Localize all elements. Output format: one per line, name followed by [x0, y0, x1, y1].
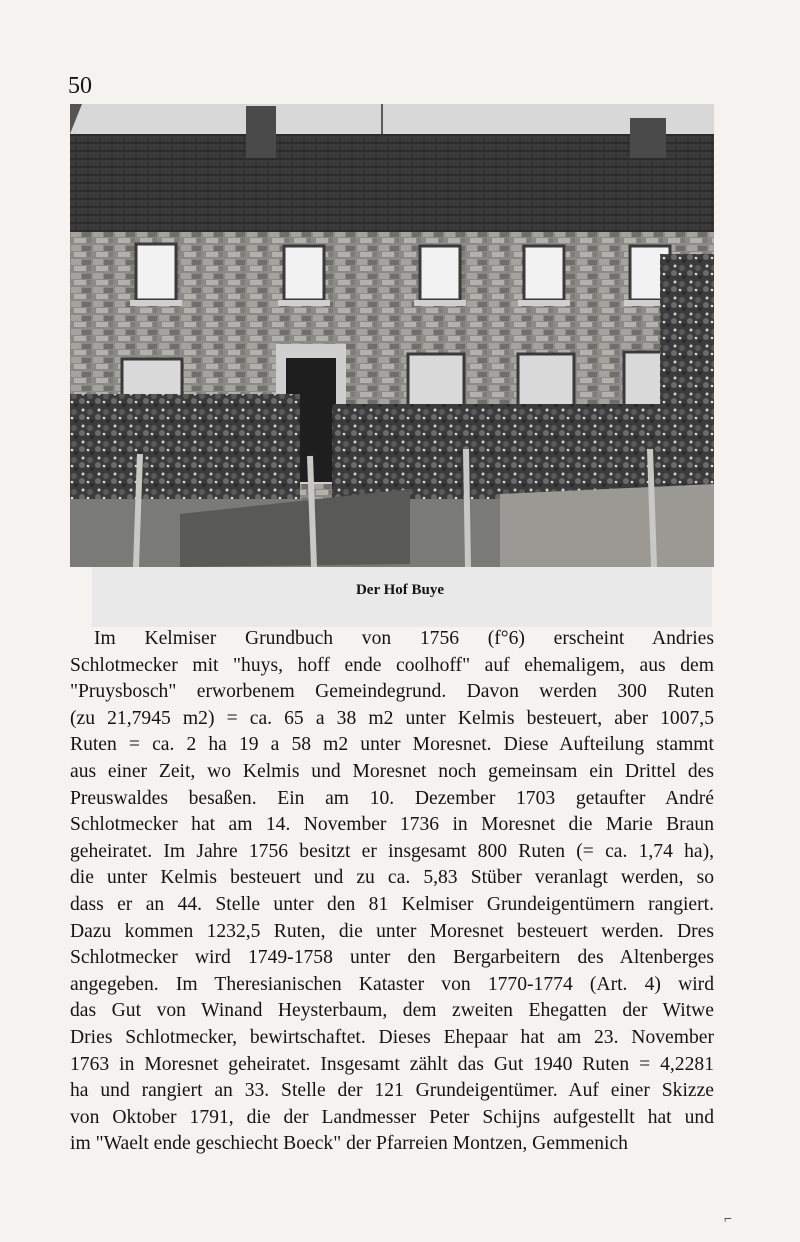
text-line: Schlotmecker hat am 14. November 1736 in Moresnet die Marie Braun: [70, 814, 714, 836]
margin-mark: ⌐: [724, 1212, 732, 1227]
text-line: Dries Schlotmecker, bewirtschaftet. Dieses Ehepaar hat am 23. November: [70, 1026, 714, 1048]
page-number: 50: [68, 73, 92, 99]
text-line: die unter Kelmis besteuert und zu ca. 5,83 Stüber veranlagt werden, so: [70, 867, 714, 889]
text-line: Schlotmecker mit "huys, hoff ende coolhoff" auf ehemaligem, aus dem: [70, 654, 714, 676]
text-line: angegeben. Im Theresianischen Kataster von 1770-1774 (Art. 4) wird: [70, 973, 714, 995]
text-line: ha und rangiert an 33. Stelle der 121 Grundeigentümer. Auf einer Skizze: [70, 1080, 714, 1102]
body-paragraph: [70, 626, 714, 1158]
text-line: Ruten = ca. 2 ha 19 a 58 m2 unter Moresnet. Diese Aufteilung stammt: [70, 734, 714, 756]
text-line: Schlotmecker wird 1749-1758 unter den Bergarbeitern des Altenberges: [70, 947, 714, 969]
farmhouse-photo: [70, 104, 714, 567]
text-line: von Oktober 1791, die der Landmesser Peter Schijns aufgestellt hat und: [70, 1106, 714, 1128]
text-line: im "Waelt ende geschiecht Boeck" der Pfarreien Montzen, Gemmenich: [70, 1133, 628, 1155]
text-line: "Pruysbosch" erworbenem Gemeindegrund. Davon werden 300 Ruten: [70, 681, 714, 703]
text-line: aus einer Zeit, wo Kelmis und Moresnet noch gemeinsam ein Drittel des: [70, 760, 714, 782]
photo-caption: Der Hof Buye: [355, 582, 445, 598]
text-line: das Gut von Winand Heysterbaum, dem zweiten Ehegatten der Witwe: [70, 1000, 714, 1022]
text-line: dass er an 44. Stelle unter den 81 Kelmiser Grundeigentümern rangiert.: [70, 893, 714, 915]
text-line: Preuswaldes besaßen. Ein am 10. Dezember 1703 getaufter André: [70, 787, 714, 809]
text-line: geheiratet. Im Jahre 1756 besitzt er insgesamt 800 Ruten (= ca. 1,74 ha),: [70, 840, 714, 862]
text-line: (zu 21,7945 m2) = ca. 65 a 38 m2 unter Kelmis besteuert, aber 1007,5: [70, 707, 714, 729]
text-line: Dazu kommen 1232,5 Ruten, die unter Moresnet besteuert werden. Dres: [70, 920, 714, 942]
text-line: Im Kelmiser Grundbuch von 1756 (f°6) erscheint Andries: [94, 628, 714, 649]
text-line: 1763 in Moresnet geheiratet. Insgesamt zählt das Gut 1940 Ruten = 4,2281: [70, 1053, 714, 1075]
